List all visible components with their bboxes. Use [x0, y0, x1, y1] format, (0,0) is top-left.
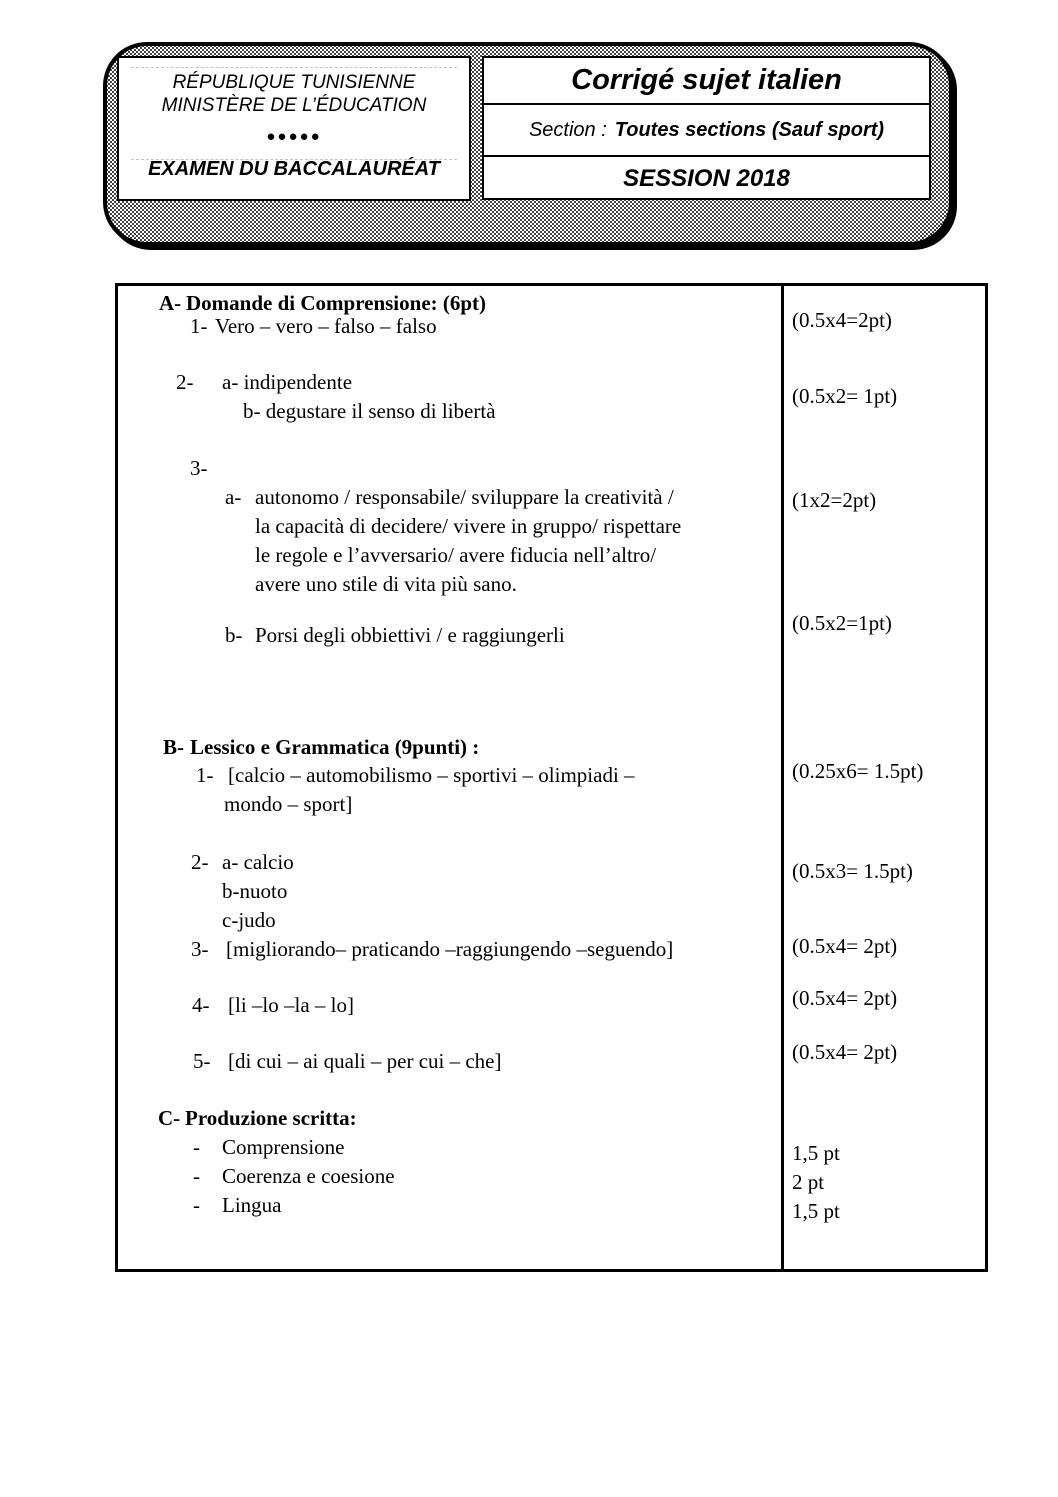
ministry-box — [117, 56, 471, 201]
exam-title: EXAMEN DU BACCALAURÉAT — [148, 158, 440, 180]
answer-line: avere uno stile di vita più sano. — [255, 572, 517, 596]
answer-line: - Comprensione — [193, 1135, 345, 1159]
point-value: (0.5x4= 2pt) — [792, 986, 898, 1010]
answer-line: la capacità di decidere/ vivere in gruppo/ rispettare — [255, 514, 682, 538]
republic-line: RÉPUBLIQUE TUNISIENNE — [172, 72, 416, 93]
answer-line: a- autonomo / responsabile/ sviluppare la creatività / — [225, 485, 674, 509]
answer-line: 1- [calcio – automobilismo – sportivi – olimpiadi – — [196, 763, 635, 787]
answer-key-table — [115, 283, 988, 1272]
subject-box — [482, 56, 931, 200]
section-value: Toutes sections (Sauf sport) — [614, 118, 885, 141]
point-value: 1,5 pt — [792, 1199, 840, 1223]
point-value: 2 pt — [792, 1170, 825, 1194]
point-value: (0.5x2= 1pt) — [792, 384, 898, 408]
answer-line: 1- Vero – vero – falso – falso — [190, 314, 437, 338]
point-value: (0.5x3= 1.5pt) — [792, 859, 913, 883]
ministry-line: MINISTÈRE DE L’ÉDUCATION — [161, 95, 427, 116]
answer-line: - Lingua — [193, 1193, 282, 1217]
separator-dots: ●●●●● — [266, 128, 322, 145]
answer-line: 3- [migliorando– praticando –raggiungendo –seguendo] — [191, 937, 674, 961]
point-value: (0.5x4= 2pt) — [792, 1040, 898, 1064]
section-label: Section : — [528, 118, 607, 141]
point-value: (1x2=2pt) — [792, 488, 877, 512]
point-value: (0.5x4= 2pt) — [792, 934, 898, 958]
answer-line: mondo – sport] — [224, 792, 353, 816]
point-value: 1,5 pt — [792, 1141, 840, 1165]
answer-line: b- Porsi degli obbiettivi / e raggiungerli — [225, 623, 565, 647]
answer-line: b-nuoto — [222, 879, 288, 903]
answer-line: 2- a- indipendente — [176, 370, 353, 394]
section-b-title: B- Lessico e Grammatica (9punti) : — [163, 735, 480, 759]
frame-guide-line — [131, 159, 457, 160]
section-a-title: A- Domande di Comprensione: (6pt) — [159, 291, 487, 315]
answer-line: le regole e l’avversario/ avere fiducia nell’altro/ — [255, 543, 657, 567]
answer-line: c-judo — [222, 908, 276, 932]
session-row — [484, 157, 929, 200]
answer-line: b- degustare il senso di libertà — [243, 399, 496, 423]
column-divider — [781, 286, 784, 1269]
point-value: (0.5x2=1pt) — [792, 611, 892, 635]
answer-line: 2- a- calcio — [191, 850, 294, 874]
section-c-title: C- Produzione scritta: — [158, 1106, 357, 1130]
answer-line: 3- — [190, 456, 208, 480]
session-title: SESSION 2018 — [623, 164, 790, 192]
answer-line: 5- [di cui – ai quali – per cui – che] — [193, 1049, 502, 1073]
point-value: (0.25x6= 1.5pt) — [792, 759, 924, 783]
frame-guide-line — [131, 67, 457, 68]
subject-title-row — [484, 58, 929, 105]
answer-line: 4- [li –lo –la – lo] — [192, 993, 354, 1017]
answer-line: - Coerenza e coesione — [193, 1164, 395, 1188]
subject-title: Corrigé sujet italien — [571, 64, 842, 96]
point-value: (0.5x4=2pt) — [792, 308, 892, 332]
section-row — [484, 105, 929, 157]
header-banner — [103, 42, 953, 246]
